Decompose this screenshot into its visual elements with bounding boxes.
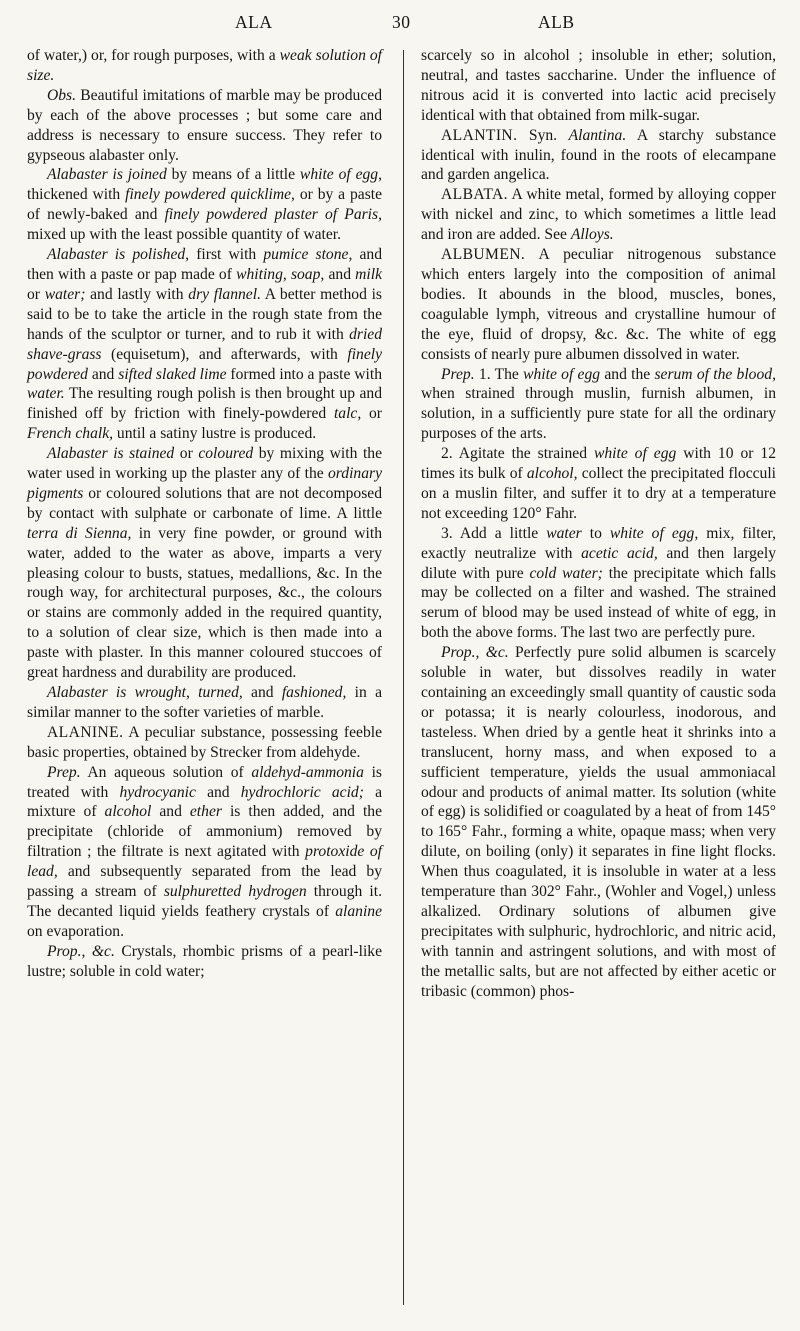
- italic-text: talc,: [333, 405, 362, 423]
- text-run: in very fine powder, or ground with water, added to the water as above, imparts a very pleasing colour to busts, statues, medallions, &c. In the rough way, for architectural purposes, &c., the colours or stains are commonly added in the required quantity, to a solution of clear size, which is then made into a paste with plaster. In this manner coloured stuccoes of great hardness and durability are produced.: [27, 524, 382, 682]
- paragraph: [27, 86, 382, 166]
- text-run: mix, filter, exactly neutralize with: [421, 524, 776, 562]
- italic-text: alanine: [335, 902, 382, 920]
- italic-text: Alabaster is joined: [47, 166, 167, 184]
- italic-text: aldehyd-ammonia: [251, 763, 364, 781]
- italic-text: Alabaster is polished,: [47, 246, 190, 264]
- italic-text: sifted slaked lime: [118, 365, 227, 383]
- text-run: on evaporation.: [27, 922, 124, 940]
- text-run: 1. The: [474, 365, 524, 383]
- text-run: and: [324, 265, 356, 283]
- text-run: and lastly with: [85, 285, 189, 303]
- text-run: and subsequently separated from the lead by passing a stream of: [27, 863, 382, 901]
- text-run: when strained through muslin, furnish albumen, in solution, in a sufficiently pure state for all the ordinary purposes of the arts.: [421, 385, 776, 443]
- header-right-guide-word: ALB: [538, 12, 575, 32]
- italic-text: cold water;: [529, 564, 603, 582]
- text-run: A peculiar nitrogenous substance which enters largely into the composition of animal bodies. It abounds in the blood, muscles, bones, coagulable lymph, vitreous and crystalline humour of the eye, fluid of dropsy, &c. &c. The white of egg consists of nearly pure albumen dissolved in water.: [421, 246, 776, 363]
- italic-text: finely powdered quicklime,: [125, 186, 295, 204]
- paragraph: [421, 126, 776, 186]
- paragraph: [27, 444, 382, 683]
- italic-text: water: [546, 524, 582, 542]
- italic-text: ether: [189, 803, 222, 821]
- text-run: of water,) or, for rough purposes, with a: [27, 47, 280, 64]
- text-run: by means of a little: [166, 166, 300, 184]
- entry-headword: ALANTIN.: [441, 126, 518, 144]
- paragraph: [27, 942, 382, 982]
- text-run: with 10 or 12 times its bulk of: [421, 445, 776, 483]
- text-run: or by a paste of newly-baked and: [27, 186, 383, 224]
- text-run: or coloured solutions that are not decomposed by contact with sulphate or carbonate of lime. A little: [27, 484, 382, 522]
- italic-text: finely powdered plaster of Paris,: [164, 206, 382, 224]
- text-run: 2. Agitate the strained: [441, 445, 594, 463]
- text-run: and: [87, 365, 119, 383]
- italic-text: ordinary pigments: [27, 465, 382, 502]
- italic-text: weak solution of size.: [27, 47, 382, 84]
- text-run: or: [361, 405, 382, 423]
- italic-text: pumice stone,: [263, 246, 353, 264]
- text-run: A peculiar substance, possessing feeble basic properties, obtained by Strecker from aldehyde.: [27, 723, 382, 761]
- italic-text: Prop., &c.: [47, 942, 115, 960]
- text-run: a mixture of: [27, 783, 382, 821]
- text-run: and: [242, 684, 282, 701]
- text-run: collect the precipitated flocculi on a muslin filter, and suffer it to dry at a temperature not exceeding 120° Fahr.: [421, 465, 776, 522]
- italic-text: white of egg,: [609, 524, 699, 542]
- text-run: to: [581, 524, 610, 542]
- text-run: A starchy substance identical with inulin, found in the roots of elecampane and garden angelica.: [421, 126, 776, 184]
- right-column: [421, 46, 776, 1002]
- italic-text: finely powdered: [27, 345, 382, 383]
- italic-text: milk: [355, 265, 383, 283]
- italic-text: terra di Sienna,: [27, 524, 132, 542]
- text-run: by mixing with the water used in working up the plaster any of the: [27, 445, 382, 483]
- italic-text: hydrocyanic: [119, 783, 196, 801]
- text-run: first with: [189, 246, 264, 264]
- italic-text: acetic acid,: [581, 544, 658, 562]
- text-run: An aqueous solution of: [80, 763, 252, 781]
- text-run: thickened with: [27, 186, 126, 204]
- italic-text: serum of the blood,: [654, 365, 776, 383]
- italic-text: sulphuretted hydrogen: [163, 883, 307, 901]
- italic-text: alcohol: [104, 803, 152, 821]
- text-run: and then largely dilute with pure: [421, 544, 776, 582]
- text-run: is treated with: [27, 763, 382, 801]
- text-run: (equisetum), and afterwards, with: [101, 345, 348, 363]
- italic-text: fashioned,: [281, 684, 347, 701]
- text-run: or: [174, 445, 199, 463]
- entry-headword: ALBUMEN.: [441, 246, 526, 264]
- italic-text: water.: [27, 385, 65, 403]
- left-column: [27, 46, 382, 982]
- text-run: Crystals, rhombic prisms of a pearl-like lustre; soluble in cold water;: [27, 942, 382, 980]
- italic-text: Alantina.: [568, 126, 627, 144]
- italic-text: Alabaster is stained: [47, 445, 175, 463]
- italic-text: white of egg: [593, 445, 677, 463]
- text-run: and the: [600, 365, 655, 383]
- text-run: the precipitate which falls may be collected on a filter and washed. The strained serum of blood may be used instead of white of egg, in both the above forms. The last two are perfectly pure.: [421, 564, 777, 642]
- paragraph: [421, 185, 776, 245]
- italic-text: Obs.: [47, 86, 77, 104]
- italic-text: dried shave-grass: [27, 325, 382, 363]
- paragraph: [27, 46, 382, 86]
- italic-text: protoxide of lead,: [27, 843, 382, 881]
- italic-text: white of egg,: [299, 166, 382, 184]
- running-header: [0, 12, 800, 38]
- italic-text: dry flannel.: [188, 285, 261, 303]
- text-run: formed into a paste with: [226, 365, 383, 383]
- text-run: The resulting rough polish is then brought up and finished off by friction with finely-powdered: [27, 385, 382, 423]
- text-run: 3. Add a little: [441, 524, 547, 542]
- text-run: Syn.: [517, 126, 569, 144]
- text-run: is then added, and the precipitate (chloride of ammonium) removed by filtration ; the filtrate is next agitated with: [27, 803, 382, 861]
- text-run: in a similar manner to the softer varieties of marble.: [27, 684, 382, 721]
- header-left-guide-word: ALA: [235, 12, 273, 32]
- text-run: A better method is said to be to take the article in the rough state from the hands of the sculptor or turner, and to rub it with: [27, 285, 382, 343]
- paragraph: [27, 165, 382, 245]
- text-run: mixed up with the least possible quantity of water.: [27, 226, 341, 244]
- italic-text: Alloys.: [570, 226, 614, 244]
- text-run: and: [195, 783, 241, 801]
- italic-text: whiting, soap,: [236, 265, 325, 283]
- italic-text: Alabaster is wrought, turned,: [47, 684, 243, 701]
- paragraph: [421, 46, 776, 126]
- paragraph: [421, 365, 776, 445]
- page-number: 30: [392, 12, 411, 32]
- paragraph: [27, 763, 382, 942]
- paragraph: [421, 524, 776, 643]
- italic-text: Prep.: [47, 763, 81, 781]
- entry-headword: ALANINE.: [47, 723, 124, 741]
- paragraph: [27, 683, 382, 723]
- paragraph: [27, 245, 382, 444]
- text-run: until a satiny lustre is produced.: [113, 425, 317, 443]
- italic-text: Prep.: [441, 365, 475, 383]
- italic-text: water;: [44, 285, 86, 303]
- text-run: or: [27, 285, 45, 303]
- text-run: Perfectly pure solid albumen is scarcely soluble in water, but dissolves readily in water containing an exceedingly small quantity of caustic soda or potassa; it is nearly colourless, inodorous, and tasteless. When dried by a gentle heat it shrinks into a translucent, horny mass, and when exposed to a sufficient temperature, yields the usual ammoniacal odour and products of animal matter. Its solution (white of egg) is solidified or coagulated by a heat of from 145° to 165° Fahr., forming a white, opaque mass; when very dilute, on boiling (only) it separates in fine light flocks. When thus coagulated, it is insoluble in water at a less temperature than 302° Fahr., (Wohler and Vogel,) unless alkalized. Ordinary solutions of albumen give precipitates with sulphuric, hydrochloric, and nitric acid, with tannin and astringent solutions, and with most of the metallic salts, but are not affected by either acetic or tribasic (common) phos-: [421, 644, 776, 1000]
- paragraph: [421, 245, 776, 364]
- italic-text: alcohol,: [526, 465, 578, 483]
- text-run: A white metal, formed by alloying copper with nickel and zinc, to which sometimes a little lead and iron are added. See: [421, 186, 776, 244]
- italic-text: Prop., &c.: [441, 644, 509, 662]
- text-run: Beautiful imitations of marble may be produced by each of the above processes ; but some care and address is necessary to ensure success. They refer to gypseous alabaster only.: [27, 86, 382, 164]
- text-run: and then with a paste or pap made of: [27, 246, 383, 283]
- text-run: through it. The decanted liquid yields feathery crystals of: [27, 883, 382, 920]
- italic-text: coloured: [198, 445, 254, 463]
- italic-text: hydrochloric acid;: [240, 783, 364, 801]
- paragraph: [27, 723, 382, 763]
- paragraph: [421, 643, 776, 1001]
- entry-headword: ALBATA.: [441, 186, 508, 204]
- paragraph: [421, 444, 776, 524]
- column-divider: [403, 50, 404, 1305]
- text-run: scarcely so in alcohol ; insoluble in ether; solution, neutral, and tastes saccharine. Under the influence of nitrous acid it is converted into lactic acid precisely identical with that obtained from milk-sugar.: [421, 47, 776, 124]
- italic-text: French chalk,: [27, 425, 114, 443]
- text-run: and: [151, 803, 190, 821]
- italic-text: white of egg: [523, 365, 601, 383]
